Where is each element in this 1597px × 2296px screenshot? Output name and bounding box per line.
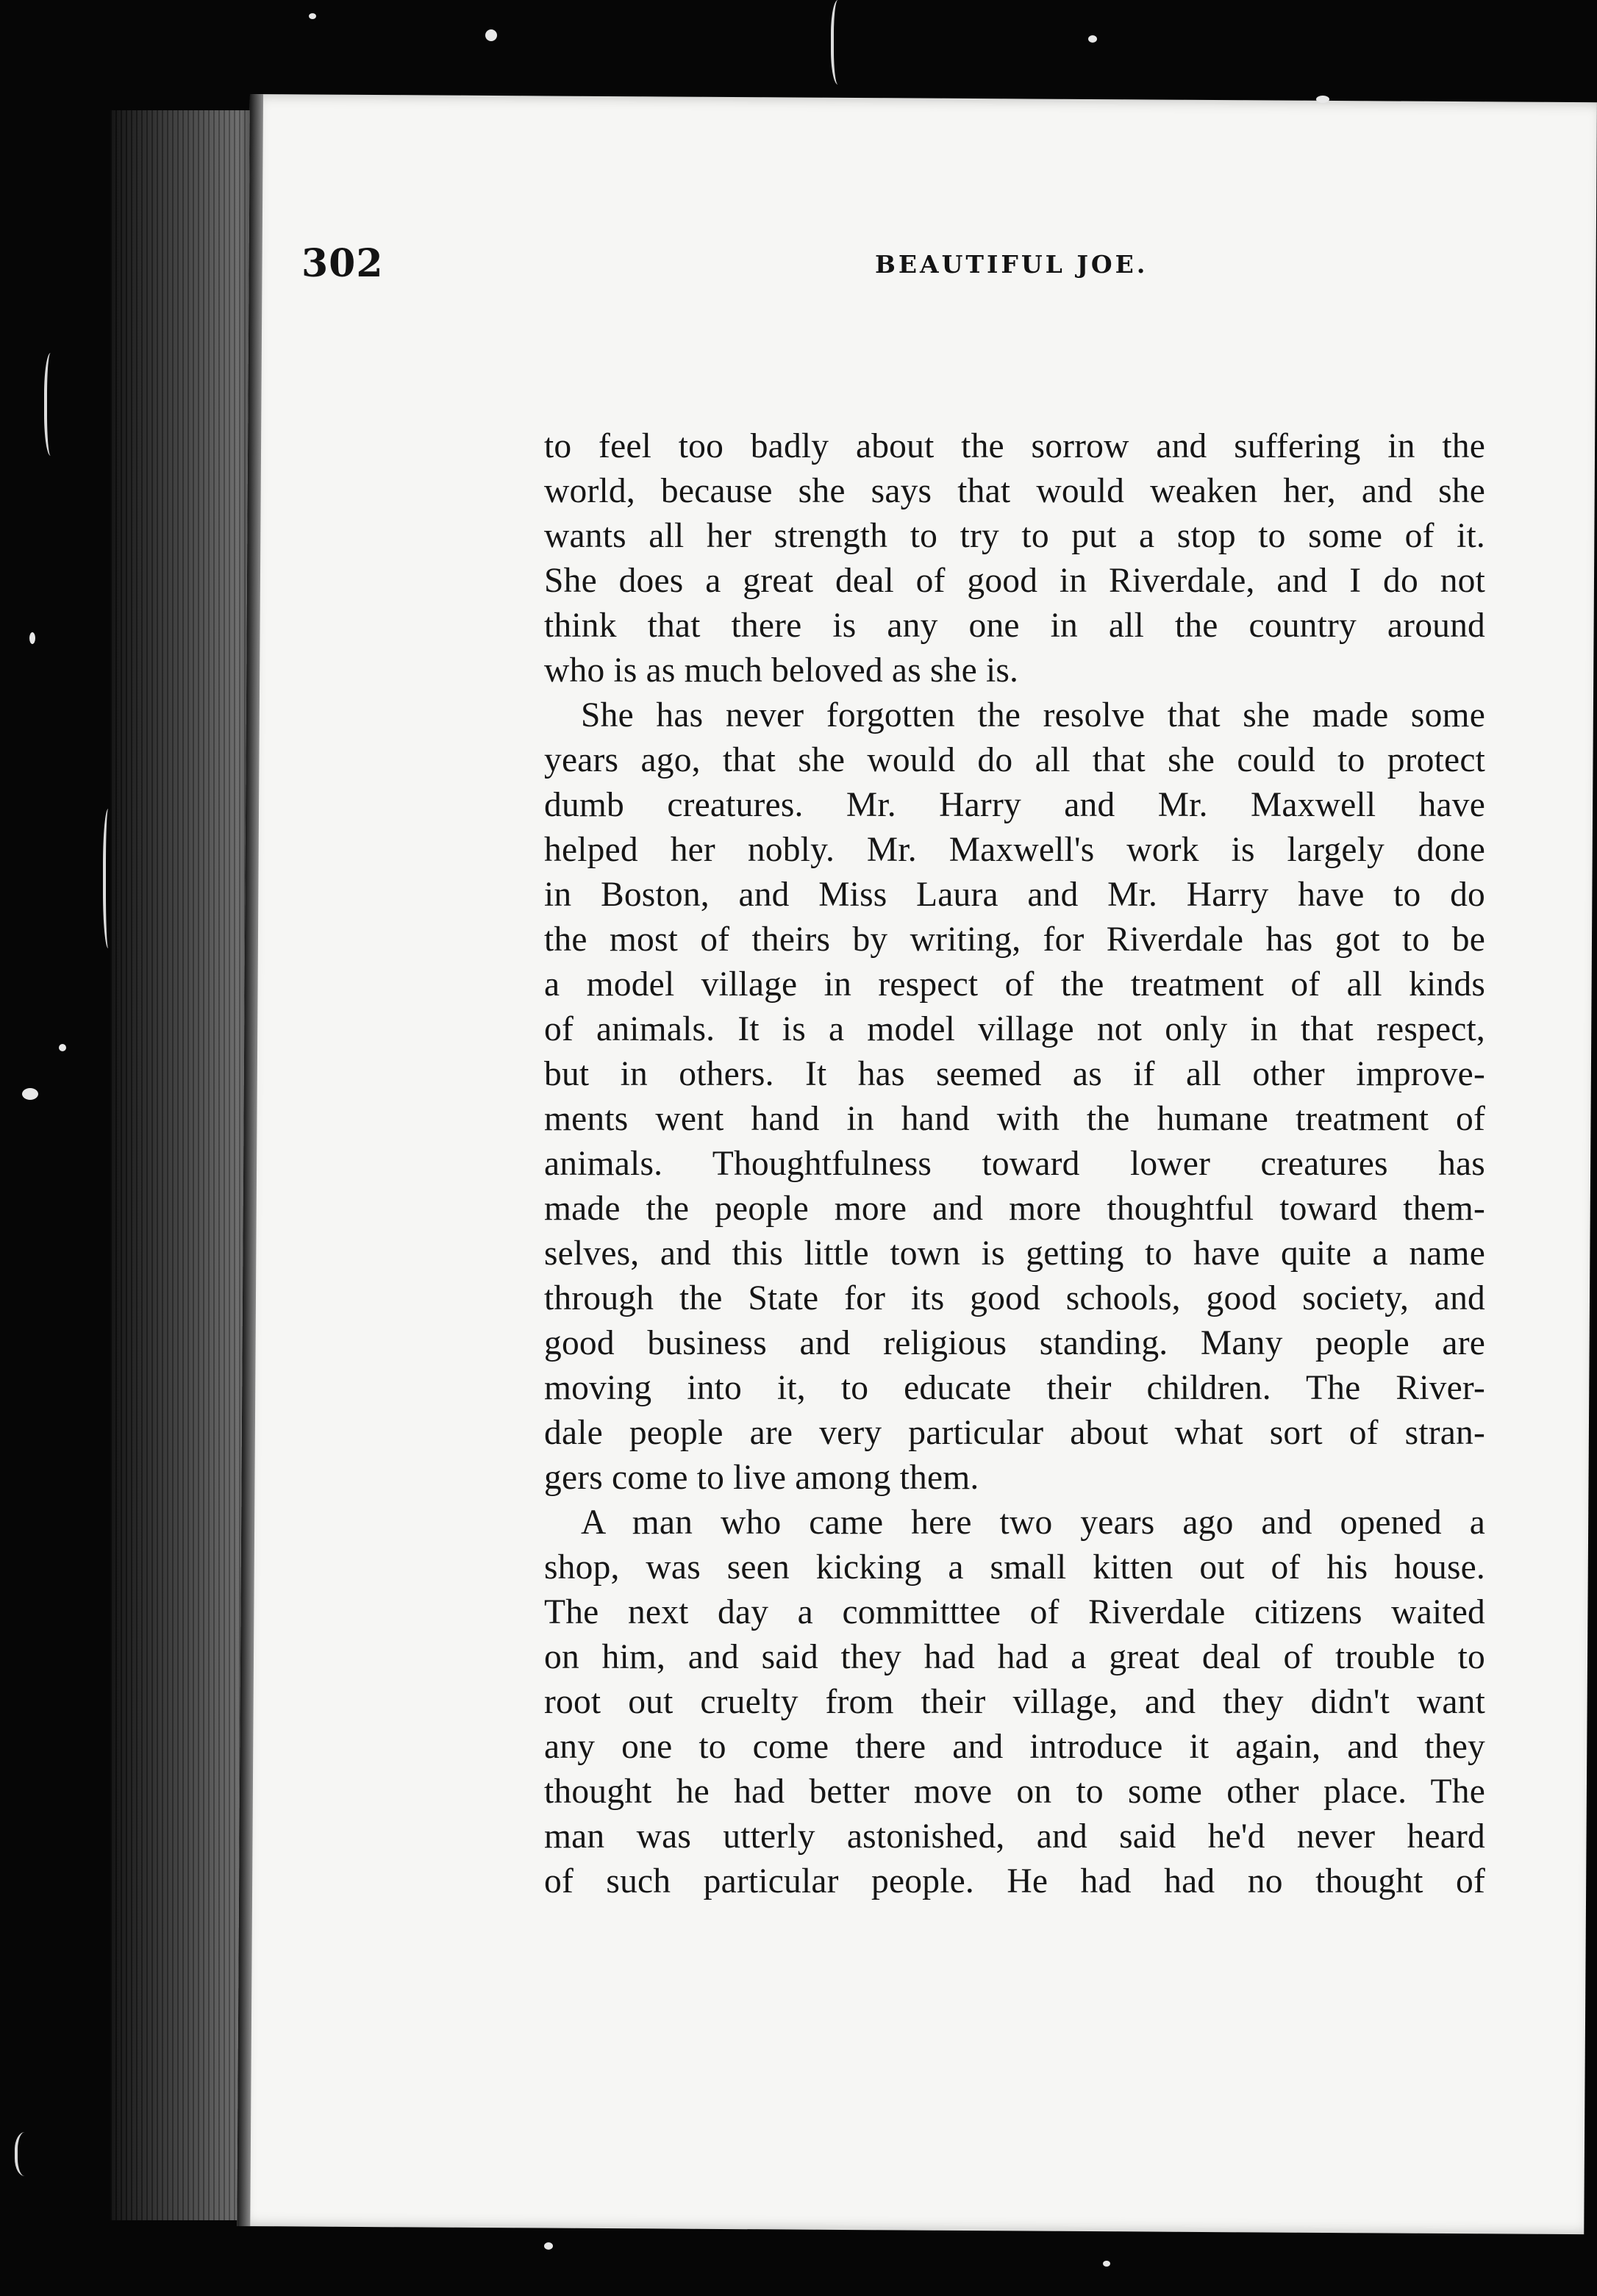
- scan-dust: [22, 1088, 38, 1100]
- text-line: made the people more and more thoughtful toward them-: [544, 1190, 1485, 1228]
- text-line: ments went hand in hand with the humane treatment of: [544, 1100, 1485, 1138]
- book-title: BEAUTIFUL JOE.: [875, 250, 1148, 279]
- paragraph-first-line: She has never forgotten the resolve that she made some: [581, 696, 1485, 734]
- text-line: good business and religious standing. Many people are: [544, 1324, 1485, 1362]
- scan-dust: [1103, 2261, 1110, 2267]
- scan-dust: [1316, 96, 1329, 103]
- text-line: moving into it, to educate their children. The River-: [544, 1369, 1485, 1407]
- scan-scratch: [831, 0, 848, 85]
- scan-dust: [309, 13, 316, 19]
- text-line: dale people are very particular about what sort of stran-: [544, 1414, 1485, 1452]
- text-line: on him, and said they had had a great deal of trouble to: [544, 1638, 1485, 1676]
- text-line: the most of theirs by writing, for Riverdale has got to be: [544, 920, 1485, 959]
- scan-dust: [1088, 35, 1097, 43]
- text-line: who is as much beloved as she is.: [544, 651, 1019, 690]
- text-line: of animals. It is a model village not only in that respect,: [544, 1010, 1485, 1048]
- page-number: 302: [301, 241, 384, 286]
- text-line: in Boston, and Miss Laura and Mr. Harry have to do: [544, 876, 1485, 914]
- text-line: wants all her strength to try to put a stop to some of it.: [544, 517, 1485, 555]
- text-line: She does a great deal of good in Riverdale, and I do not: [544, 562, 1485, 600]
- text-line: a model village in respect of the treatment of all kinds: [544, 965, 1485, 1004]
- text-line: dumb creatures. Mr. Harry and Mr. Maxwell have: [544, 786, 1485, 824]
- text-line: man was utterly astonished, and said he'd never heard: [544, 1817, 1485, 1856]
- scan-dust: [59, 1044, 66, 1051]
- text-line: world, because she says that would weaken her, and she: [544, 472, 1485, 510]
- paragraph-first-line: A man who came here two years ago and opened a: [581, 1503, 1485, 1542]
- text-line: any one to come there and introduce it again, and they: [544, 1728, 1485, 1766]
- text-line: The next day a committtee of Riverdale citizens waited: [544, 1593, 1485, 1631]
- text-line: thought he had better move on to some other place. The: [544, 1773, 1485, 1811]
- text-line: to feel too badly about the sorrow and suffering in the: [544, 427, 1485, 465]
- scan-scratch: [103, 809, 116, 948]
- scan-dust: [544, 2242, 553, 2250]
- text-line: selves, and this little town is getting to have quite a name: [544, 1234, 1485, 1273]
- text-line: years ago, that she would do all that she could to protect: [544, 741, 1485, 779]
- scan-scratch: [15, 2132, 40, 2176]
- scan-dust: [485, 29, 497, 41]
- text-line: shop, was seen kicking a small kitten out of his house.: [544, 1548, 1485, 1587]
- text-line: helped her nobly. Mr. Maxwell's work is largely done: [544, 831, 1485, 869]
- text-line: root out cruelty from their village, and they didn't want: [544, 1683, 1485, 1721]
- text-line: animals. Thoughtfulness toward lower creatures has: [544, 1145, 1485, 1183]
- text-line: but in others. It has seemed as if all other improve-: [544, 1055, 1485, 1093]
- text-line: think that there is any one in all the country around: [544, 607, 1485, 645]
- scan-scratch: [44, 353, 60, 456]
- scan-dust: [29, 632, 35, 644]
- text-line: through the State for its good schools, good society, and: [544, 1279, 1485, 1317]
- text-line: of such particular people. He had had no thought of: [544, 1862, 1485, 1900]
- text-line: gers come to live among them.: [544, 1459, 979, 1497]
